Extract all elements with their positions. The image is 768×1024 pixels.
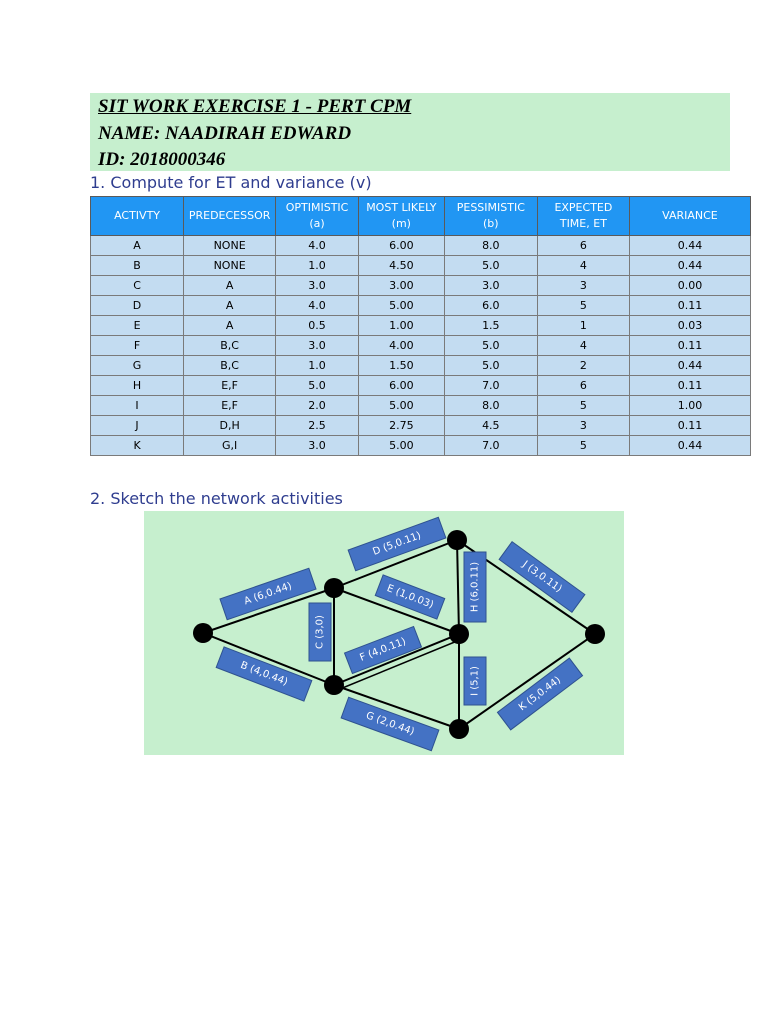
table-cell: D,H	[184, 416, 276, 436]
node-4	[447, 530, 467, 550]
column-header	[276, 197, 359, 236]
table-cell: 6.0	[444, 296, 537, 316]
table-row	[91, 416, 751, 436]
table-cell: 8.0	[444, 236, 537, 256]
table-body	[91, 236, 751, 456]
table-cell: 4	[537, 336, 629, 356]
activity-label-f-text: F (4,0.11)	[358, 636, 408, 664]
network-diagram	[144, 511, 624, 755]
table-cell: 2.5	[276, 416, 359, 436]
table-row	[91, 356, 751, 376]
table-row	[91, 436, 751, 456]
table-cell: 0.44	[629, 356, 750, 376]
table-row	[91, 256, 751, 276]
table-cell: 7.0	[444, 376, 537, 396]
table-cell: 2.75	[358, 416, 444, 436]
table-cell: 0.03	[629, 316, 750, 336]
node-7	[585, 624, 605, 644]
header-text: ACTIVTY	[114, 209, 161, 222]
table-cell: 0.11	[629, 416, 750, 436]
table-cell: 1.5	[444, 316, 537, 336]
table-cell: 3.0	[276, 336, 359, 356]
column-header	[358, 197, 444, 236]
activity-label-i	[464, 657, 486, 705]
table-cell: 6.00	[358, 236, 444, 256]
table-row	[91, 336, 751, 356]
table-cell: F	[91, 336, 184, 356]
question-1: 1. Compute for ET and variance (v)	[90, 173, 372, 192]
pert-table	[90, 196, 751, 456]
node-3	[324, 675, 344, 695]
table-cell: NONE	[184, 256, 276, 276]
activity-label-e-text: E (1,0.03)	[385, 583, 435, 611]
table-cell: A	[184, 296, 276, 316]
table-row	[91, 316, 751, 336]
table-cell: B	[91, 256, 184, 276]
exercise-title: SIT WORK EXERCISE 1 - PERT CPM	[98, 96, 412, 117]
table-cell: 3	[537, 276, 629, 296]
activity-label-e	[375, 575, 445, 619]
table-cell: 5.0	[444, 336, 537, 356]
table-cell: 4.00	[358, 336, 444, 356]
column-header	[91, 197, 184, 236]
activity-label-h-text: H (6,0.11)	[469, 561, 481, 613]
table-cell: B,C	[184, 336, 276, 356]
node-5	[449, 624, 469, 644]
table-cell: 0.11	[629, 296, 750, 316]
table-row	[91, 236, 751, 256]
table-cell: A	[184, 276, 276, 296]
activity-label-j-text: J (3,0.11)	[520, 559, 564, 595]
activity-label-g-text: G (2,0.44)	[364, 710, 416, 738]
header-text: VARIANCE	[662, 209, 718, 222]
header-text: (a)	[309, 217, 325, 230]
table-cell: G	[91, 356, 184, 376]
table-cell: 1.00	[358, 316, 444, 336]
activity-label-c	[309, 603, 331, 661]
table-row	[91, 296, 751, 316]
header-text: EXPECTED	[554, 201, 613, 214]
table-header-row	[91, 197, 751, 236]
table-cell: 1.0	[276, 356, 359, 376]
table-cell: J	[91, 416, 184, 436]
table-cell: 5	[537, 296, 629, 316]
table-cell: A	[184, 316, 276, 336]
table-cell: 0.44	[629, 256, 750, 276]
table-cell: 5.00	[358, 396, 444, 416]
table-cell: 4.0	[276, 236, 359, 256]
node-6	[449, 719, 469, 739]
network-svg	[144, 511, 624, 755]
activity-label-a-text: A (6,0.44)	[242, 580, 294, 608]
column-header	[537, 197, 629, 236]
header-text: (m)	[391, 217, 411, 230]
table-cell: 4.0	[276, 296, 359, 316]
table-cell: B,C	[184, 356, 276, 376]
table-cell: E,F	[184, 396, 276, 416]
activity-label-a	[220, 568, 316, 619]
table-cell: 1.0	[276, 256, 359, 276]
table-cell: 0.5	[276, 316, 359, 336]
column-header	[444, 197, 537, 236]
activity-label-b-text: B (4,0.44)	[238, 659, 290, 689]
table-row	[91, 396, 751, 416]
table-row	[91, 276, 751, 296]
edge-h	[457, 540, 459, 634]
table-cell: 5.0	[276, 376, 359, 396]
header-text: MOST LIKELY	[366, 201, 437, 214]
node-2	[324, 578, 344, 598]
table-cell: 2	[537, 356, 629, 376]
table-cell: K	[91, 436, 184, 456]
table-cell: 1.50	[358, 356, 444, 376]
activity-label-i-text: I (5,1)	[469, 666, 481, 696]
table-cell: 0.44	[629, 436, 750, 456]
table-cell: 1	[537, 316, 629, 336]
activity-label-h	[464, 552, 486, 622]
activity-label-b	[216, 647, 312, 701]
header-text: PREDECESSOR	[188, 209, 271, 222]
table-cell: D	[91, 296, 184, 316]
table-cell: 5.00	[358, 436, 444, 456]
table-cell: 3.0	[444, 276, 537, 296]
table-cell: 0.44	[629, 236, 750, 256]
table-cell: 4	[537, 256, 629, 276]
table-cell: 6.00	[358, 376, 444, 396]
table-cell: G,I	[184, 436, 276, 456]
header-text: TIME, ET	[559, 217, 607, 230]
table-cell: 0.00	[629, 276, 750, 296]
table-cell: 7.0	[444, 436, 537, 456]
header-text: OPTIMISTIC	[285, 201, 349, 214]
activity-label-c-text: C (3,0)	[314, 615, 326, 649]
student-name	[98, 123, 351, 145]
table-cell: 5	[537, 396, 629, 416]
table-cell: 6	[537, 376, 629, 396]
table-cell: 6	[537, 236, 629, 256]
table-cell: 8.0	[444, 396, 537, 416]
student-id: ID: 2018000346	[98, 149, 226, 170]
table-cell: H	[91, 376, 184, 396]
question-2: 2. Sketch the network activities	[90, 489, 343, 508]
table-row	[91, 376, 751, 396]
table-cell: A	[91, 236, 184, 256]
student-name-label: NAME:	[98, 123, 161, 144]
column-header	[629, 197, 750, 236]
table-cell: I	[91, 396, 184, 416]
node-1	[193, 623, 213, 643]
header-text: PESSIMISTIC	[456, 201, 525, 214]
table-cell: 3.0	[276, 436, 359, 456]
table-cell: 3.00	[358, 276, 444, 296]
table-cell: E	[91, 316, 184, 336]
table-cell: 1.00	[629, 396, 750, 416]
table-cell: C	[91, 276, 184, 296]
table-cell: 5.0	[444, 356, 537, 376]
header-box	[90, 93, 730, 171]
header-text: (b)	[483, 217, 499, 230]
table-cell: 4.5	[444, 416, 537, 436]
table-cell: E,F	[184, 376, 276, 396]
student-name-value: NAADIRAH EDWARD	[165, 123, 352, 144]
column-header	[184, 197, 276, 236]
table-cell: 5.00	[358, 296, 444, 316]
table-cell: 3.0	[276, 276, 359, 296]
table-cell: 4.50	[358, 256, 444, 276]
activity-label-f	[345, 626, 422, 673]
table-cell: 0.11	[629, 376, 750, 396]
table-cell: 3	[537, 416, 629, 436]
table-cell: 5	[537, 436, 629, 456]
table-cell: 2.0	[276, 396, 359, 416]
table-cell: NONE	[184, 236, 276, 256]
table-cell: 0.11	[629, 336, 750, 356]
activity-label-k-text: K (5,0.44)	[516, 674, 564, 714]
table-cell: 5.0	[444, 256, 537, 276]
activity-label-d-text: D (5,0.11)	[371, 530, 423, 558]
